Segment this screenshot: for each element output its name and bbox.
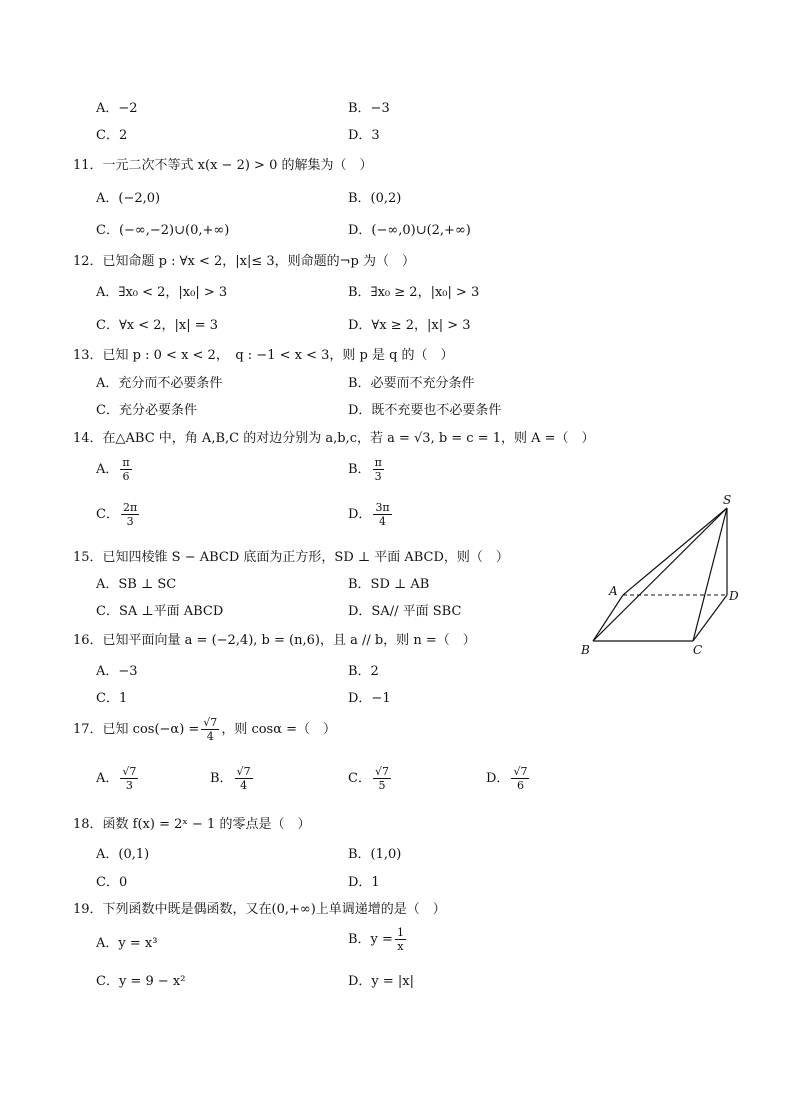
q10-option-d: D．3	[348, 128, 380, 143]
q17-c-label: C．	[348, 771, 371, 786]
q17-b-num: √7	[236, 765, 251, 778]
q17-c-fraction	[373, 765, 391, 792]
q19-b-num: 1	[396, 926, 404, 939]
q18-option-c: C．0	[96, 875, 128, 890]
q17-a-fraction	[120, 765, 138, 792]
q14-c-label: C．	[96, 507, 119, 522]
q17-stem-fraction	[201, 716, 219, 743]
q17-option-c	[348, 765, 393, 792]
q17-b-fraction	[235, 765, 253, 792]
q19-option-c: C．y = 9 − x²	[96, 974, 186, 989]
q17-a-den: 3	[125, 779, 133, 792]
q17-stem	[73, 716, 336, 743]
q15-option-d: D．SA// 平面 SBC	[348, 604, 462, 619]
q14-d-label: D．	[348, 507, 372, 522]
q14-option-c	[96, 501, 141, 528]
q17-a-num: √7	[122, 765, 137, 778]
pyramid-figure	[575, 490, 745, 665]
q19-stem: 19．下列函数中既是偶函数，又在(0,+∞)上单调递增的是（ ）	[73, 902, 446, 917]
q16-option-d: D．−1	[348, 691, 391, 706]
q16-stem: 16．已知平面向量 a = (−2,4), b = (n,6)，且 a // b，则 n =（ ）	[73, 633, 476, 648]
q12-stem: 12．已知命题 p : ∀x < 2，|x|≤ 3，则命题的¬p 为（ ）	[73, 254, 415, 269]
q11-option-a: A．(−2,0)	[96, 191, 161, 206]
q14-option-a	[96, 456, 134, 483]
q11-option-d: D．(−∞,0)∪(2,+∞)	[348, 223, 471, 238]
q19-option-a: A．y = x³	[96, 936, 158, 951]
q19-option-d: D．y = |x|	[348, 974, 415, 989]
q18-option-a: A．(0,1)	[96, 847, 150, 862]
q17-option-b	[210, 765, 255, 792]
q17-stem-num: √7	[203, 716, 218, 729]
edge-SA	[623, 508, 727, 595]
q14-stem: 14．在△ABC 中，角 A,B,C 的对边分别为 a,b,c，若 a = √3, b = c = 1，则 A =（ ）	[73, 431, 595, 446]
q13-option-d: D．既不充要也不必要条件	[348, 403, 502, 418]
q16-option-b: B．2	[348, 664, 379, 679]
q14-d-den: 4	[379, 515, 387, 528]
q14-b-label: B．	[348, 462, 371, 477]
q12-option-c: C．∀x < 2，|x| = 3	[96, 318, 219, 333]
q14-a-den: 6	[122, 470, 130, 483]
q17-b-den: 4	[240, 779, 248, 792]
q15-stem: 15．已知四棱锥 S − ABCD 底面为正方形，SD ⊥ 平面 ABCD，则（ ）	[73, 550, 509, 565]
q13-option-a: A．充分而不必要条件	[96, 376, 223, 391]
q17-d-label: D．	[486, 771, 510, 786]
q14-b-num: π	[374, 456, 382, 469]
q13-stem: 13．已知 p : 0 < x < 2， q : −1 < x < 3，则 p 是 q 的（ ）	[73, 348, 454, 363]
q14-b-fraction	[373, 456, 384, 483]
q14-a-label: A．	[96, 462, 119, 477]
q19-option-b	[348, 926, 408, 953]
edge-AB	[593, 595, 623, 641]
q18-option-b: B．(1,0)	[348, 847, 402, 862]
q15-option-c: C．SA ⊥平面 ABCD	[96, 604, 224, 619]
q17-d-den: 6	[516, 779, 524, 792]
q12-option-a: A．∃x₀ < 2，|x₀| > 3	[96, 285, 228, 300]
q17-b-label: B．	[210, 771, 233, 786]
q17-stem-pre: 17．已知 cos(−α) =	[73, 722, 200, 737]
q17-a-label: A．	[96, 771, 119, 786]
label-D: D	[729, 589, 739, 603]
label-A: A	[609, 584, 618, 598]
q10-option-a: A．−2	[96, 101, 138, 116]
q10-option-b: B．−3	[348, 101, 390, 116]
q10-option-c: C．2	[96, 128, 128, 143]
q17-option-d	[486, 765, 531, 792]
q11-option-c: C．(−∞,−2)∪(0,+∞)	[96, 223, 230, 238]
edge-CD	[693, 595, 727, 641]
edge-SB	[593, 508, 727, 641]
q16-option-a: A．−3	[96, 664, 138, 679]
q13-option-b: B．必要而不充分条件	[348, 376, 475, 391]
q14-b-den: 3	[374, 470, 382, 483]
q17-stem-post: ，则 cosα =（ ）	[221, 722, 337, 737]
q15-option-b: B．SD ⊥ AB	[348, 577, 430, 592]
q17-stem-den: 4	[206, 730, 214, 743]
q19-b-fraction	[395, 926, 406, 953]
label-C: C	[693, 643, 703, 657]
q16-option-c: C．1	[96, 691, 128, 706]
q14-option-b	[348, 456, 386, 483]
q17-c-num: √7	[374, 765, 389, 778]
q17-option-a	[96, 765, 140, 792]
q14-option-d	[348, 501, 394, 528]
q19-b-den: x	[397, 940, 404, 953]
label-S: S	[723, 493, 732, 507]
q14-d-fraction	[373, 501, 391, 528]
q17-d-num: √7	[513, 765, 528, 778]
q14-a-num: π	[122, 456, 130, 469]
q11-stem: 11．一元二次不等式 x(x − 2) > 0 的解集为（ ）	[73, 158, 373, 173]
q11-option-b: B．(0,2)	[348, 191, 402, 206]
q14-a-fraction	[120, 456, 131, 483]
label-B: B	[581, 643, 590, 657]
q15-option-a: A．SB ⊥ SC	[96, 577, 177, 592]
q17-d-fraction	[511, 765, 529, 792]
q14-d-num: 3π	[375, 501, 390, 514]
q14-c-num: 2π	[122, 501, 138, 514]
q14-c-fraction	[121, 501, 139, 528]
q12-option-d: D．∀x ≥ 2，|x| > 3	[348, 318, 471, 333]
q17-c-den: 5	[378, 779, 386, 792]
q12-option-b: B．∃x₀ ≥ 2，|x₀| > 3	[348, 285, 480, 300]
q19-b-label: B．y =	[348, 932, 393, 947]
q18-stem: 18．函数 f(x) = 2ˣ − 1 的零点是（ ）	[73, 817, 311, 832]
q14-c-den: 3	[126, 515, 134, 528]
edge-SC	[693, 508, 727, 641]
q18-option-d: D．1	[348, 875, 380, 890]
q13-option-c: C．充分必要条件	[96, 403, 197, 418]
